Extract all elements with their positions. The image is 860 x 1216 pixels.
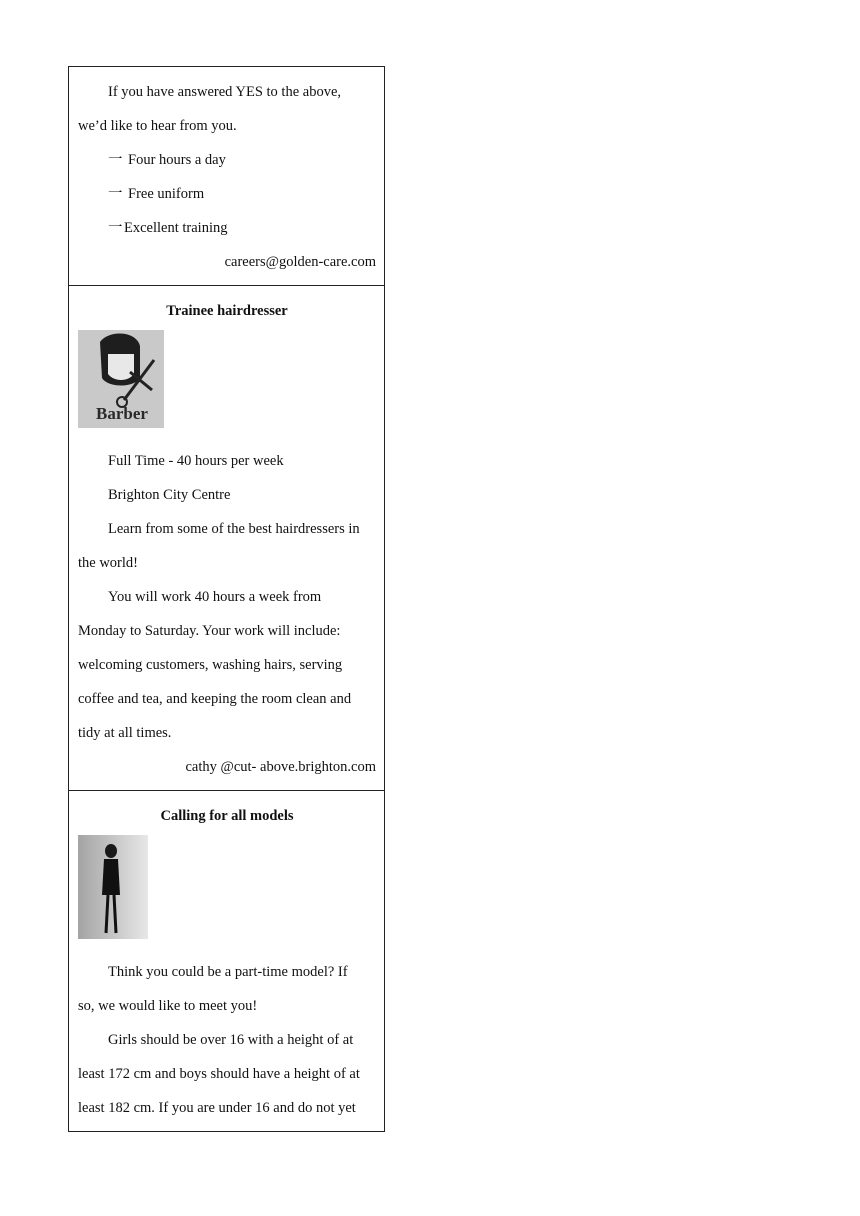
- bullet-item: [78, 177, 376, 211]
- ad-line: Brighton City Centre: [108, 487, 231, 503]
- models-ad: [69, 791, 384, 1131]
- hairdresser-ad: [69, 286, 384, 791]
- model-photo: [78, 835, 148, 939]
- bullet-text: Excellent training: [124, 220, 228, 236]
- ad-line: welcoming customers, washing hairs, serving: [78, 657, 343, 673]
- dash-icon: 一: [108, 186, 123, 202]
- ad-line: Monday to Saturday. Your work will include:: [78, 623, 341, 639]
- ad-line: the world!: [78, 555, 138, 571]
- ad-line: Think you could be a part-time model? If: [108, 964, 348, 980]
- contact-email: careers@golden-care.com: [224, 254, 376, 270]
- ad-line: least 182 cm. If you are under 16 and do not yet: [78, 1100, 356, 1116]
- ad-line: least 172 cm and boys should have a height of at: [78, 1066, 360, 1082]
- ad-line: tidy at all times.: [78, 725, 172, 741]
- intro-text: If you have answered YES to the above,: [108, 84, 341, 100]
- barber-image: [78, 330, 164, 428]
- bullet-item: [78, 143, 376, 177]
- job-ads-table: [68, 66, 385, 1132]
- ad-line: Girls should be over 16 with a height of at: [108, 1032, 354, 1048]
- dash-icon: 一: [108, 152, 123, 168]
- bullet-text: Four hours a day: [128, 152, 226, 168]
- ad-line: coffee and tea, and keeping the room clean and: [78, 691, 352, 707]
- bullet-item: [78, 211, 376, 245]
- intro-text-cont: we’d like to hear from you.: [78, 118, 237, 134]
- ad-line: so, we would like to meet you!: [78, 998, 258, 1014]
- barber-label: Barber: [96, 404, 148, 423]
- ad-line: Full Time - 40 hours per week: [108, 453, 284, 469]
- ad-line: Learn from some of the best hairdressers in: [108, 521, 360, 537]
- dash-icon: 一: [108, 220, 123, 236]
- golden-care-ad: [69, 67, 384, 286]
- ad-title: Trainee hairdresser: [166, 303, 288, 319]
- model-figure-icon: [78, 835, 148, 939]
- contact-email: cathy @cut- above.brighton.com: [185, 759, 376, 775]
- ad-line: You will work 40 hours a week from: [108, 589, 322, 605]
- ad-title: Calling for all models: [160, 808, 294, 824]
- bullet-text: Free uniform: [128, 186, 205, 202]
